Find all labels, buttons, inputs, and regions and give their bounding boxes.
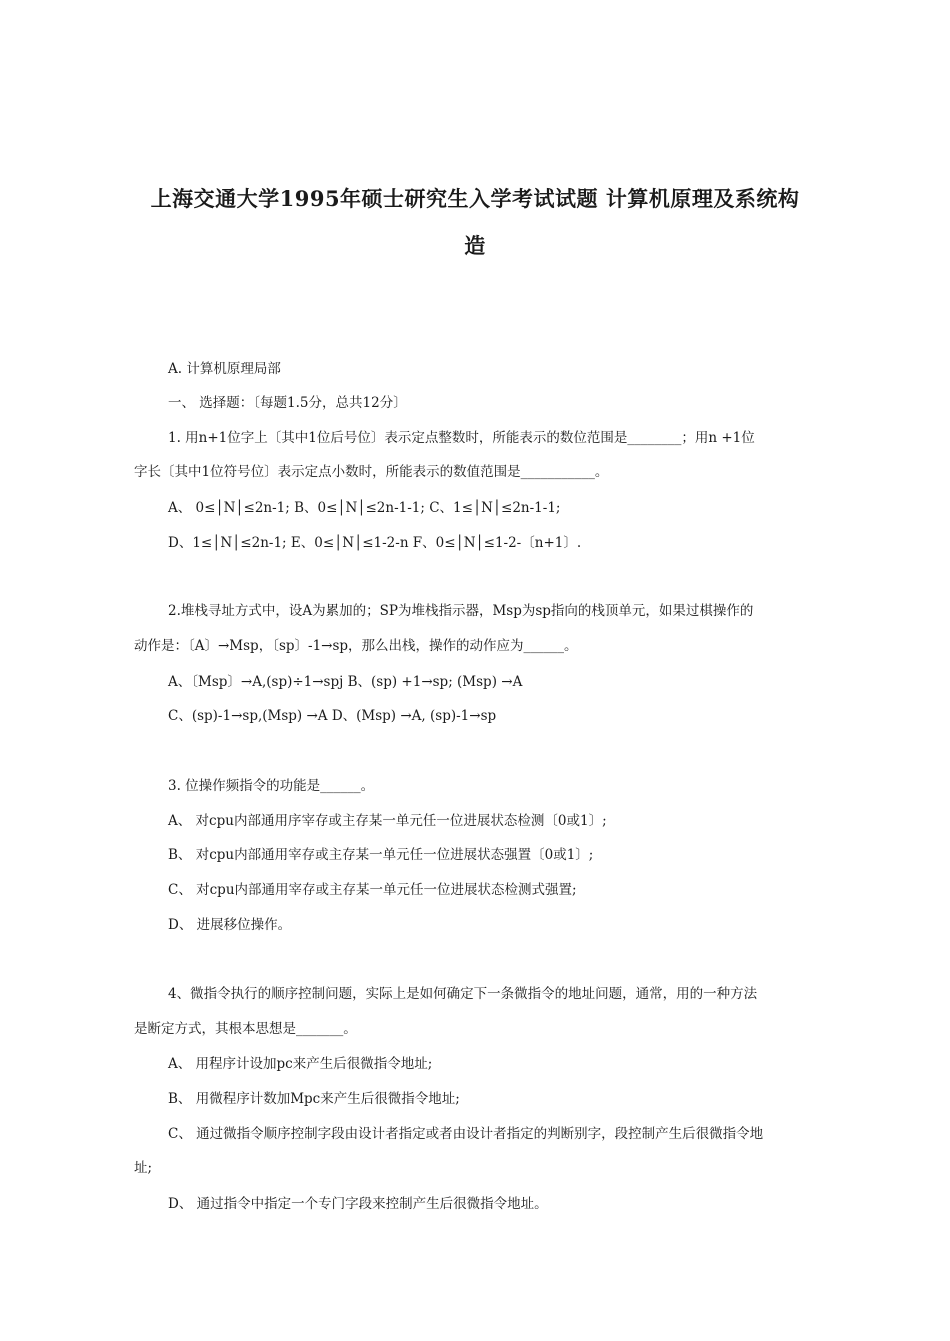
- part-heading: 一、 选择题：〔每题1.5分，总共12分〕: [168, 395, 407, 411]
- question-2-stem-line-1: 2.堆栈寻址方式中，设A为累加的；SP为堆栈指示器，Msp为sp指向的栈顶单元，如果过棋操作的: [168, 603, 754, 619]
- question-4-option-b: B、 用微程序计数加Mpc来产生后很微指令地址;: [168, 1091, 460, 1107]
- question-4-stem-line-2: 是断定方式，其根本思想是_______。: [134, 1021, 357, 1037]
- question-4-option-d: D、 通过指令中指定一个专门字段来控制产生后很微指令地址。: [168, 1196, 548, 1212]
- question-1-options-line-2: D、1≤│N│≤2n-1; E、0≤│N│≤1-2-n F、0≤│N│≤1-2-〔n+1〕.: [168, 535, 582, 551]
- question-4-option-c-line-2: 址;: [134, 1160, 153, 1176]
- question-3-option-a: A、 对cpu内部通用序宰存或主存某一单元任一位进展状态检测〔0或1〕;: [168, 813, 607, 829]
- document-title-line-2: 造: [464, 233, 486, 258]
- question-1-stem-line-1: 1. 用n+1位字上〔其中1位后号位〕表示定点整数时，所能表示的数位范围是________；用n +1位: [168, 430, 755, 446]
- section-heading: A. 计算机原理局部: [168, 361, 281, 377]
- question-2-options-line-2: C、(sp)-1→sp,(Msp) →A D、(Msp) →A, (sp)-1→sp: [168, 708, 497, 724]
- question-3-option-c: C、 对cpu内部通用宰存或主存某一单元任一位进展状态检测式强置;: [168, 882, 577, 898]
- question-4-option-a: A、 用程序计设加pc来产生后很微指令地址;: [168, 1056, 433, 1072]
- question-1-options-line-1: A、 0≤│N│≤2n-1; B、0≤│N│≤2n-1-1; C、1≤│N│≤2n-1-1;: [168, 500, 561, 516]
- document-title-line-1: 上海交通大学1995年硕士研究生入学考试试题 计算机原理及系统构: [150, 186, 800, 211]
- question-2-stem-line-2: 动作是：〔A〕→Msp，〔sp〕-1→sp，那么出栈，操作的动作应为______。: [134, 638, 578, 654]
- question-4-stem-line-1: 4、微指令执行的顺序控制问题，实际上是如何确定下一条微指令的地址问题，通常，用的一种方法: [168, 986, 758, 1002]
- question-1-stem-line-2: 字长〔其中1位符号位〕表示定点小数时，所能表示的数值范围是___________。: [134, 464, 609, 480]
- question-4-option-c-line-1: C、 通过微指令顺序控制字段由设计者指定或者由设计者指定的判断别字，段控制产生后很微指令地: [168, 1126, 764, 1142]
- question-3-stem: 3. 位操作频指令的功能是______。: [168, 778, 375, 794]
- question-2-options-line-1: A、〔Msp〕→A,(sp)÷1→spj B、(sp) +1→sp; (Msp) →A: [168, 674, 523, 690]
- question-3-option-d: D、 进展移位操作。: [168, 917, 292, 933]
- question-3-option-b: B、 对cpu内部通用宰存或主存某一单元任一位进展状态强置〔0或1〕;: [168, 847, 594, 863]
